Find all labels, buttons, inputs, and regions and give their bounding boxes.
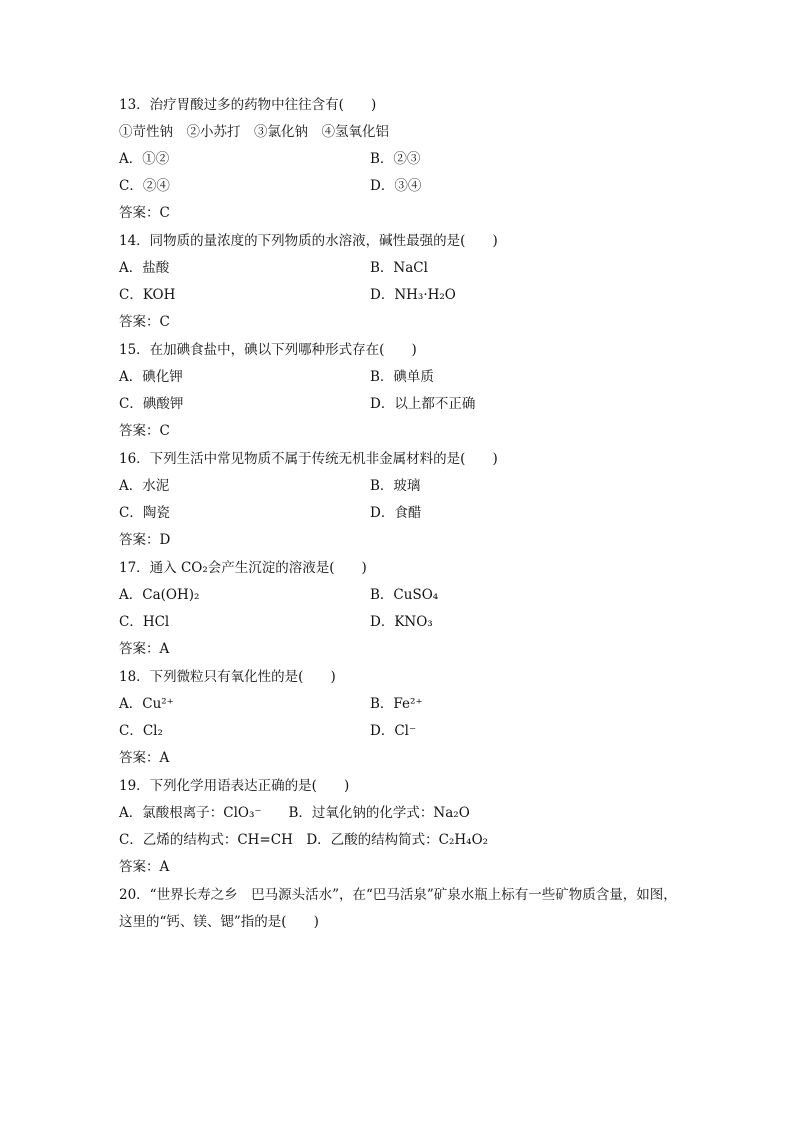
question-13-option-a: A．①② <box>119 151 170 167</box>
question-17-options-row1 <box>119 585 679 605</box>
question-17-stem: 17．通入 CO₂会产生沉淀的溶液是( ) <box>119 560 367 576</box>
question-16-options-row2 <box>119 503 679 523</box>
question-14-stem: 14．同物质的量浓度的下列物质的水溶液，碱性最强的是( ) <box>119 233 498 249</box>
question-13-options-row1 <box>119 149 679 169</box>
question-15-option-b: B．碘单质 <box>370 369 434 385</box>
question-13-option-d: D．③④ <box>370 178 422 194</box>
question-17-option-b: B．CuSO₄ <box>370 587 439 603</box>
question-15-option-a: A．碘化钾 <box>119 369 183 385</box>
question-13-stem: 13．治疗胃酸过多的药物中往往含有( ) <box>119 97 377 113</box>
question-14-option-c: C．KOH <box>119 287 176 303</box>
question-18-option-b: B．Fe²⁺ <box>370 696 423 712</box>
question-18-stem: 18．下列微粒只有氧化性的是( ) <box>119 669 336 685</box>
question-16-stem: 16．下列生活中常见物质不属于传统无机非金属材料的是( ) <box>119 451 498 467</box>
question-17-options-row2 <box>119 612 679 632</box>
question-18-option-c: C．Cl₂ <box>119 723 163 739</box>
question-18-options-row1 <box>119 694 679 714</box>
question-18-answer: 答案：A <box>119 750 170 766</box>
question-13-option-c: C．②④ <box>119 178 170 194</box>
question-14-option-d: D．NH₃·H₂O <box>370 287 456 303</box>
question-15-option-c: C．碘酸钾 <box>119 396 184 412</box>
question-13-option-b: B．②③ <box>370 151 421 167</box>
question-18-options-row2 <box>119 721 679 741</box>
question-14-options-row1 <box>119 258 679 278</box>
question-15-answer: 答案：C <box>119 423 170 439</box>
question-18-option-d: D．Cl⁻ <box>370 723 417 739</box>
question-16-option-b: B．玻璃 <box>370 478 421 494</box>
question-13-options-row2 <box>119 176 679 196</box>
question-15-stem: 15．在加碘食盐中，碘以下列哪种形式存在( ) <box>119 342 417 358</box>
question-17-option-d: D．KNO₃ <box>370 614 433 630</box>
question-19-options-row2: C．乙烯的结构式：CH=CH D．乙酸的结构简式：C₂H₄O₂ <box>119 832 489 848</box>
question-13-answer: 答案：C <box>119 205 170 221</box>
question-20-stem-line2: 这里的“钙、镁、锶”指的是( ) <box>119 914 319 930</box>
question-19-stem: 19．下列化学用语表达正确的是( ) <box>119 778 350 794</box>
question-16-option-a: A．水泥 <box>119 478 170 494</box>
question-15-option-d: D．以上都不正确 <box>370 396 476 412</box>
question-17-option-c: C．HCl <box>119 614 170 630</box>
question-16-option-c: C．陶瓷 <box>119 505 170 521</box>
question-19-options-row1: A．氯酸根离子：ClO₃⁻ B．过氧化钠的化学式：Na₂O <box>119 805 470 821</box>
question-19-answer: 答案：A <box>119 859 170 875</box>
question-14-option-a: A．盐酸 <box>119 260 170 276</box>
question-18-option-a: A．Cu²⁺ <box>119 696 174 712</box>
question-17-option-a: A．Ca(OH)₂ <box>119 587 200 603</box>
question-14-options-row2 <box>119 285 679 305</box>
question-15-options-row1 <box>119 367 679 387</box>
question-14-option-b: B．NaCl <box>370 260 428 276</box>
question-16-option-d: D．食醋 <box>370 505 422 521</box>
question-20-stem-line1: 20．“世界长寿之乡 巴马源头活水”，在“巴马活泉”矿泉水瓶上标有一些矿物质含量，如图， <box>119 887 677 903</box>
question-14-answer: 答案：C <box>119 314 170 330</box>
question-17-answer: 答案：A <box>119 641 170 657</box>
question-15-options-row2 <box>119 394 679 414</box>
question-16-answer: 答案：D <box>119 532 171 548</box>
question-13-extra: ①苛性钠 ②小苏打 ③氯化钠 ④氢氧化铝 <box>119 124 389 140</box>
question-16-options-row1 <box>119 476 679 496</box>
